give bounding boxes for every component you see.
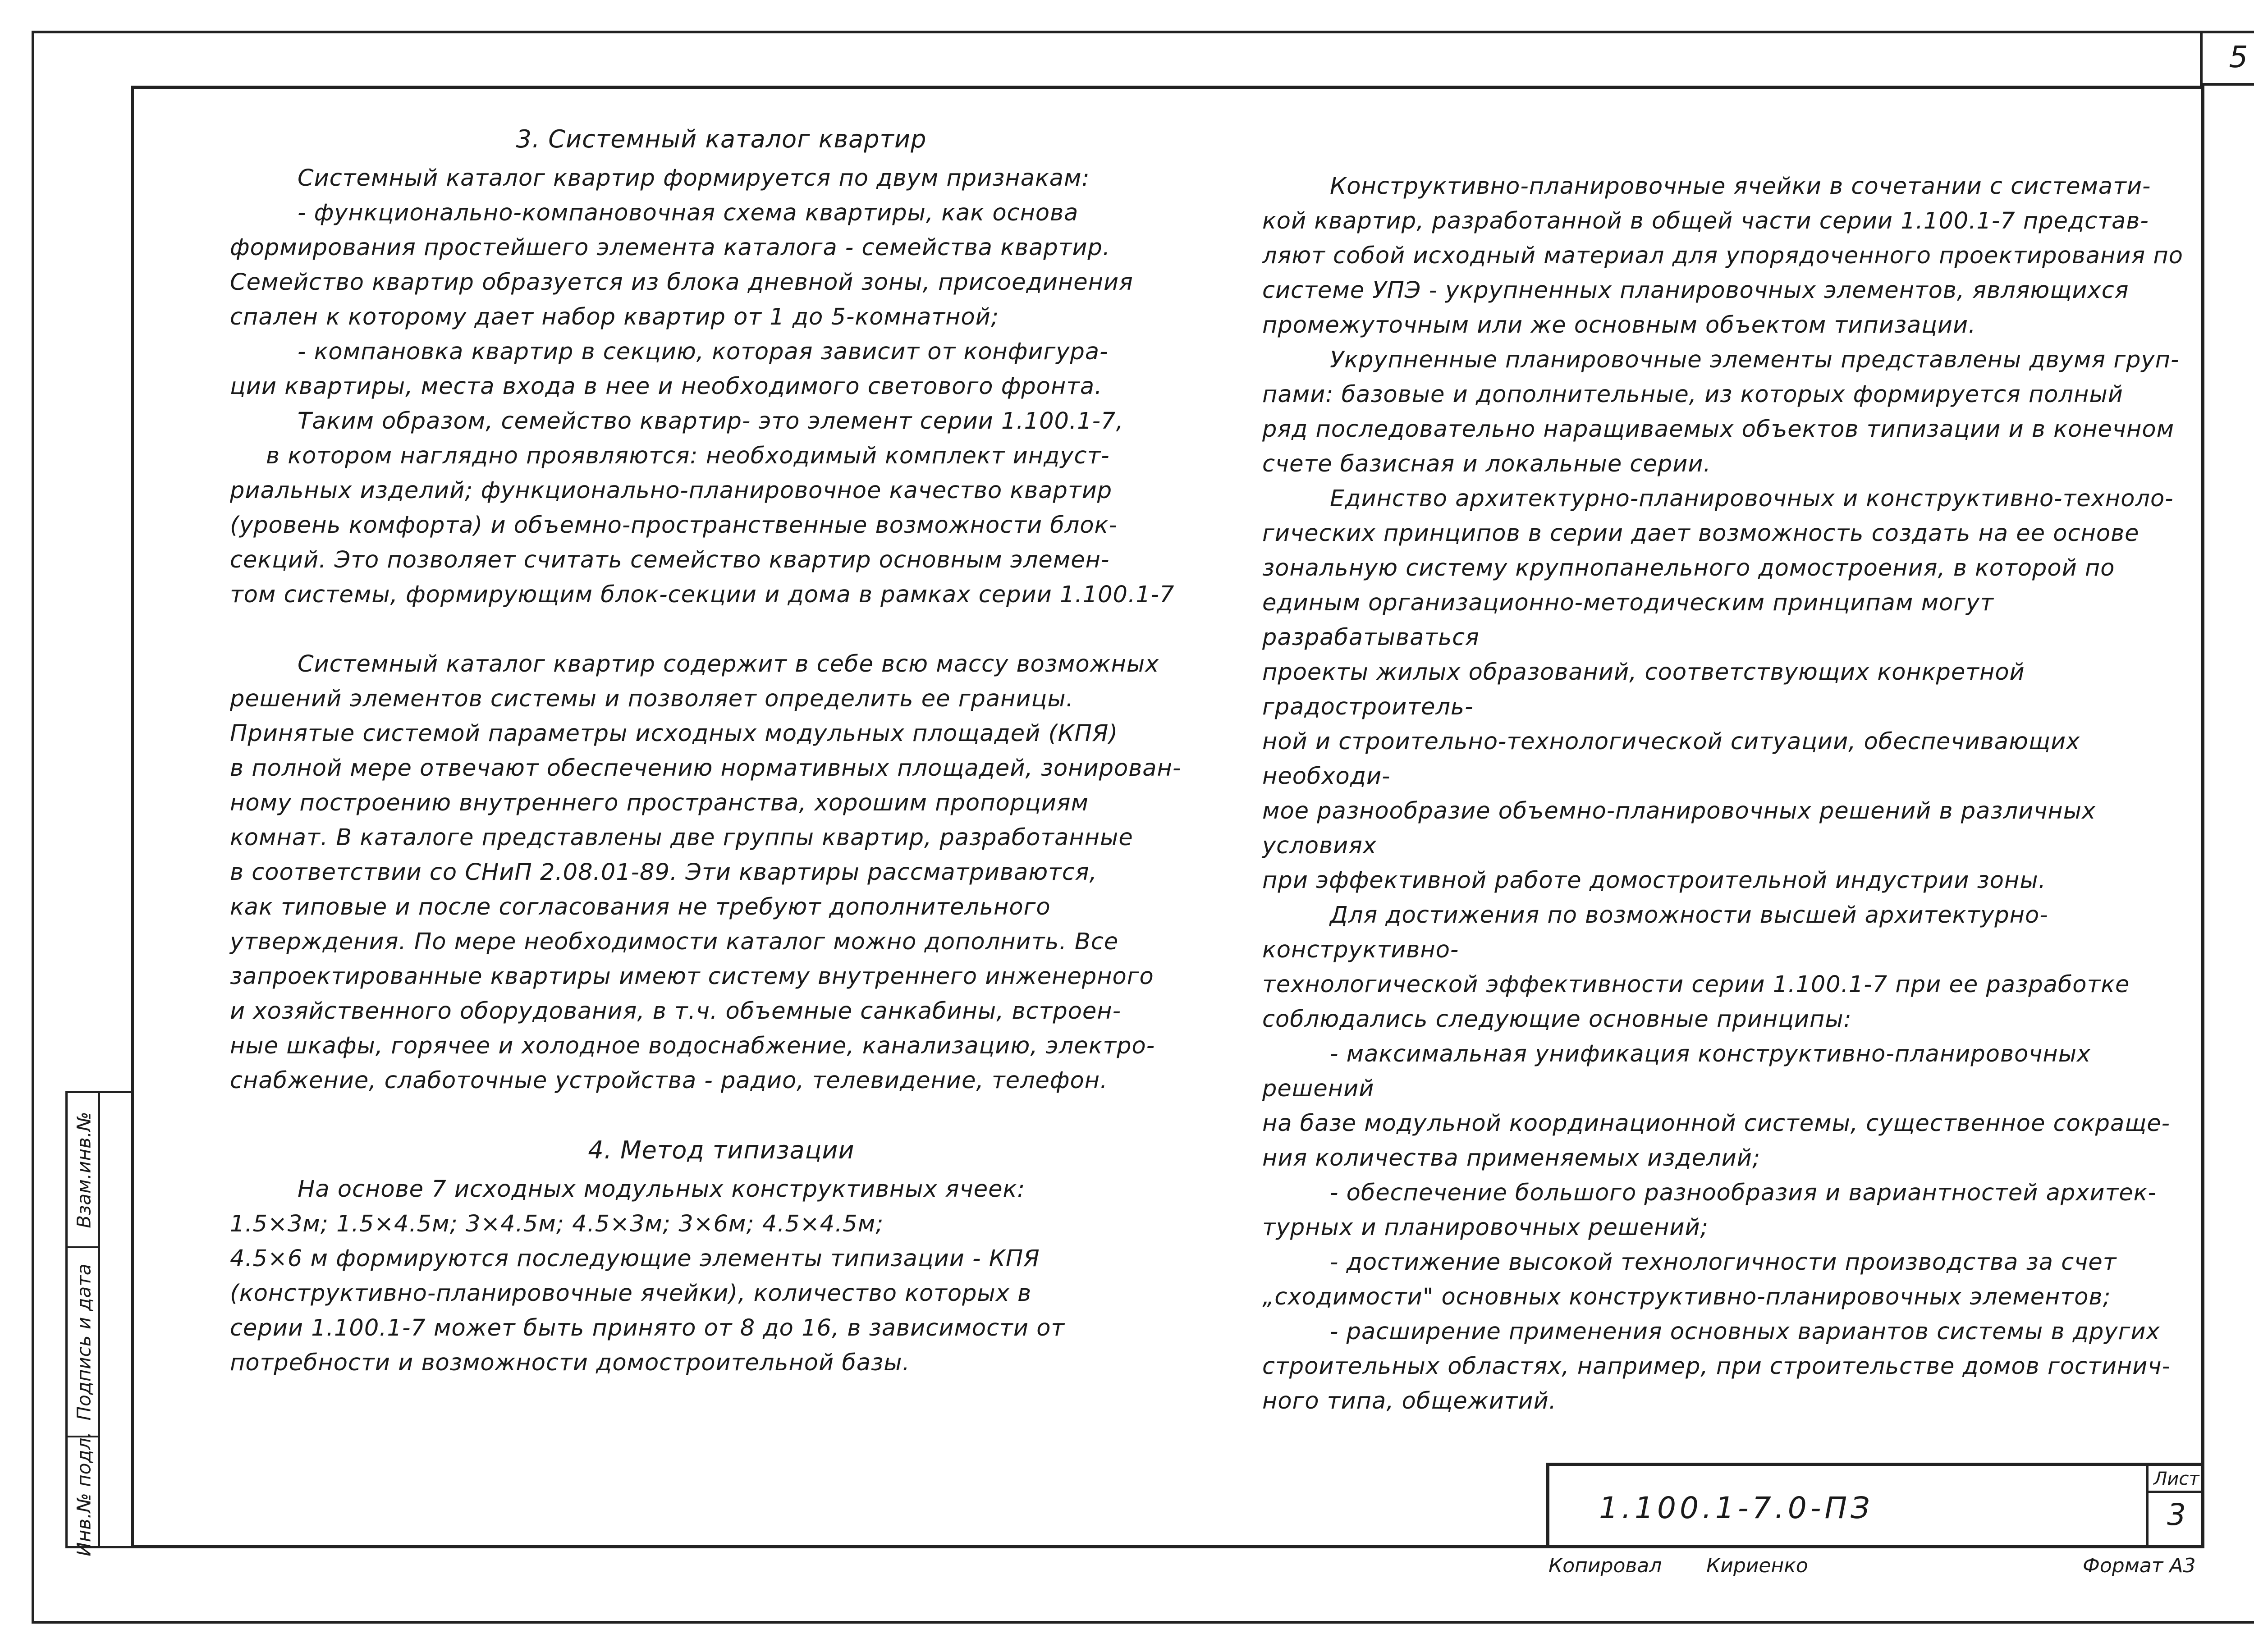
document-code: 1.100.1-7.0-ПЗ xyxy=(1599,1491,1874,1525)
text-line: Принятые системой параметры исходных модульных площадей (КПЯ) xyxy=(230,720,1118,747)
text-line: единым организационно-методическим принципам могут разрабатываться xyxy=(1262,590,1994,651)
section-heading: 3. Системный каталог квартир xyxy=(516,125,927,153)
side-stamp-cell-replaced-inv xyxy=(68,1093,100,1246)
text-line: счете базисная и локальные серии. xyxy=(1262,451,1711,477)
text-line: ляют собой исходный материал для упорядоченного проектирования по xyxy=(1262,243,2183,269)
sheet-number: 3 xyxy=(2167,1497,2186,1532)
text-line: Для достижения по возможности высшей архитектурно-конструктивно- xyxy=(1262,902,2048,963)
text-line: кой квартир, разработанной в общей части серии 1.100.1-7 представ- xyxy=(1262,208,2149,234)
text-line: 4.5×6 м формируются последующие элементы типизации - КПЯ xyxy=(230,1245,1040,1272)
text-line: проекты жилых образований, соответствующих конкретной градостроитель- xyxy=(1262,659,2025,720)
text-line: пами: базовые и дополнительные, из которых формируется полный xyxy=(1262,381,2123,408)
text-line: промежуточным или же основным объектом типизации. xyxy=(1262,312,1976,339)
side-stamp-cell-signature xyxy=(68,1246,100,1436)
text-line: ния количества применяемых изделий; xyxy=(1262,1145,1761,1172)
text-line: зональную систему крупнопанельного домостроения, в которой по xyxy=(1262,555,2115,581)
text-line: Единство архитектурно-планировочных и конструктивно-техноло- xyxy=(1330,485,2174,512)
right-text-column xyxy=(1262,169,2191,1419)
text-line: Укрупненные планировочные элементы представлены двумя груп- xyxy=(1330,347,2180,373)
text-line: секций. Это позволяет считать семейство квартир основным элемен- xyxy=(230,547,1110,573)
text-line: турных и планировочных решений; xyxy=(1262,1214,1709,1241)
section-heading: 4. Метод типизации xyxy=(588,1136,855,1164)
text-line: как типовые и после согласования не требуют дополнительного xyxy=(230,894,1051,920)
text-line: „сходимости" основных конструктивно-планировочных элементов; xyxy=(1262,1284,2111,1310)
text-line: - расширение применения основных вариантов системы в других xyxy=(1330,1318,2160,1345)
text-line: на базе модульной координационной системы, существенное сокраще- xyxy=(1262,1110,2171,1137)
text-line: ные шкафы, горячее и холодное водоснабжение, канализацию, электро- xyxy=(230,1033,1155,1059)
sheet-box xyxy=(2146,1466,2204,1548)
text-line: ному построению внутреннего пространства, хорошим пропорциям xyxy=(230,790,1089,816)
text-line: запроектированные квартиры имеют систему внутреннего инженерного xyxy=(230,963,1154,990)
text-line: риальных изделий; функционально-планировочное качество квартир xyxy=(230,477,1113,504)
text-line: при эффективной работе домостроительной индустрии зоны. xyxy=(1262,867,2046,894)
text-line: Таким образом, семейство квартир- это элемент серии 1.100.1-7, xyxy=(298,408,1124,435)
text-line: спален к которому дает набор квартир от 1 до 5-комнатной; xyxy=(230,304,999,330)
text-line: ного типа, общежитий. xyxy=(1262,1388,1557,1414)
text-line: строительных областях, например, при строительстве домов гостинич- xyxy=(1262,1353,2171,1380)
title-block xyxy=(1546,1463,2204,1548)
copied-name: Кириенко xyxy=(1706,1554,1808,1577)
text-line: ции квартиры, места входа в нее и необходимого светового фронта. xyxy=(230,373,1103,400)
text-line: снабжение, слаботочные устройства - радио, телевидение, телефон. xyxy=(230,1067,1108,1094)
text-line: в полной мере отвечают обеспечению нормативных площадей, зонирован- xyxy=(230,755,1182,782)
text-line: технологической эффективности серии 1.100.1-7 при ее разработке xyxy=(1262,971,2130,998)
text-line: утверждения. По мере необходимости каталог можно дополнить. Все xyxy=(230,929,1119,955)
text-line: решений элементов системы и позволяет определить ее границы. xyxy=(230,686,1074,712)
text-line: - максимальная унификация конструктивно-планировочных решений xyxy=(1262,1041,2091,1102)
text-line: мое разнообразие объемно-планировочных решений в различных условиях xyxy=(1262,798,2096,859)
left-text-column xyxy=(230,122,1213,1380)
text-line: формирования простейшего элемента каталога - семейства квартир. xyxy=(230,234,1111,261)
sheet-label: Лист xyxy=(2149,1466,2204,1493)
text-line: Конструктивно-планировочные ячейки в сочетании с системати- xyxy=(1330,173,2151,200)
text-line: 1.5×3м; 1.5×4.5м; 3×4.5м; 4.5×3м; 3×6м; 4.5×4.5м; xyxy=(230,1211,884,1237)
text-line: в котором наглядно проявляются: необходимый комплект индуст- xyxy=(266,443,1110,469)
text-line: системе УПЭ - укрупненных планировочных элементов, являющихся xyxy=(1262,277,2129,304)
text-line: и хозяйственного оборудования, в т.ч. объемные санкабины, встроен- xyxy=(230,998,1122,1025)
text-line: На основе 7 исходных модульных конструктивных ячеек: xyxy=(298,1176,1026,1203)
side-stamp-label: Подпись и дата xyxy=(73,1263,95,1420)
text-line: ной и строительно-технологической ситуации, обеспечивающих необходи- xyxy=(1262,728,2080,790)
side-stamp xyxy=(65,1091,131,1556)
text-line: соблюдались следующие основные принципы: xyxy=(1262,1006,1852,1033)
text-line: гических принципов в серии дает возможность создать на ее основе xyxy=(1262,520,2139,547)
side-stamp-label: Взам.инв.№ xyxy=(73,1111,95,1228)
side-stamp-cell-inv xyxy=(68,1432,100,1556)
text-line: Семейство квартир образуется из блока дневной зоны, присоединения xyxy=(230,269,1133,296)
page-number: 5 xyxy=(2200,31,2254,86)
side-stamp-label: Инв.№ подл. xyxy=(73,1432,95,1556)
text-line: (уровень комфорта) и объемно-пространственные возможности блок- xyxy=(230,512,1118,539)
text-line: - обеспечение большого разнообразия и вариантностей архитек- xyxy=(1330,1180,2157,1206)
text-line: - компановка квартир в секцию, которая зависит от конфигура- xyxy=(298,339,1109,365)
text-line: - достижение высокой технологичности производства за счет xyxy=(1330,1249,2117,1276)
text-line: серии 1.100.1-7 может быть принято от 8 до 16, в зависимости от xyxy=(230,1315,1065,1341)
text-line: в соответствии со СНиП 2.08.01-89. Эти квартиры рассматриваются, xyxy=(230,859,1097,886)
text-line: комнат. В каталоге представлены две группы квартир, разработанные xyxy=(230,824,1133,851)
text-line: том системы, формирующим блок-секции и дома в рамках серии 1.100.1-7 xyxy=(230,581,1175,608)
format-label: Формат А3 xyxy=(2083,1554,2196,1577)
text-line: - функционально-компановочная схема квартиры, как основа xyxy=(298,200,1079,226)
text-line: ряд последовательно наращиваемых объектов типизации и в конечном xyxy=(1262,416,2175,443)
text-line: Системный каталог квартир формируется по двум признакам: xyxy=(298,165,1090,192)
text-line: потребности и возможности домостроительной базы. xyxy=(230,1350,910,1376)
text-line: (конструктивно-планировочные ячейки), количество которых в xyxy=(230,1280,1032,1307)
copied-label: Копировал xyxy=(1548,1554,1662,1577)
text-line: Системный каталог квартир содержит в себе всю массу возможных xyxy=(298,651,1159,677)
